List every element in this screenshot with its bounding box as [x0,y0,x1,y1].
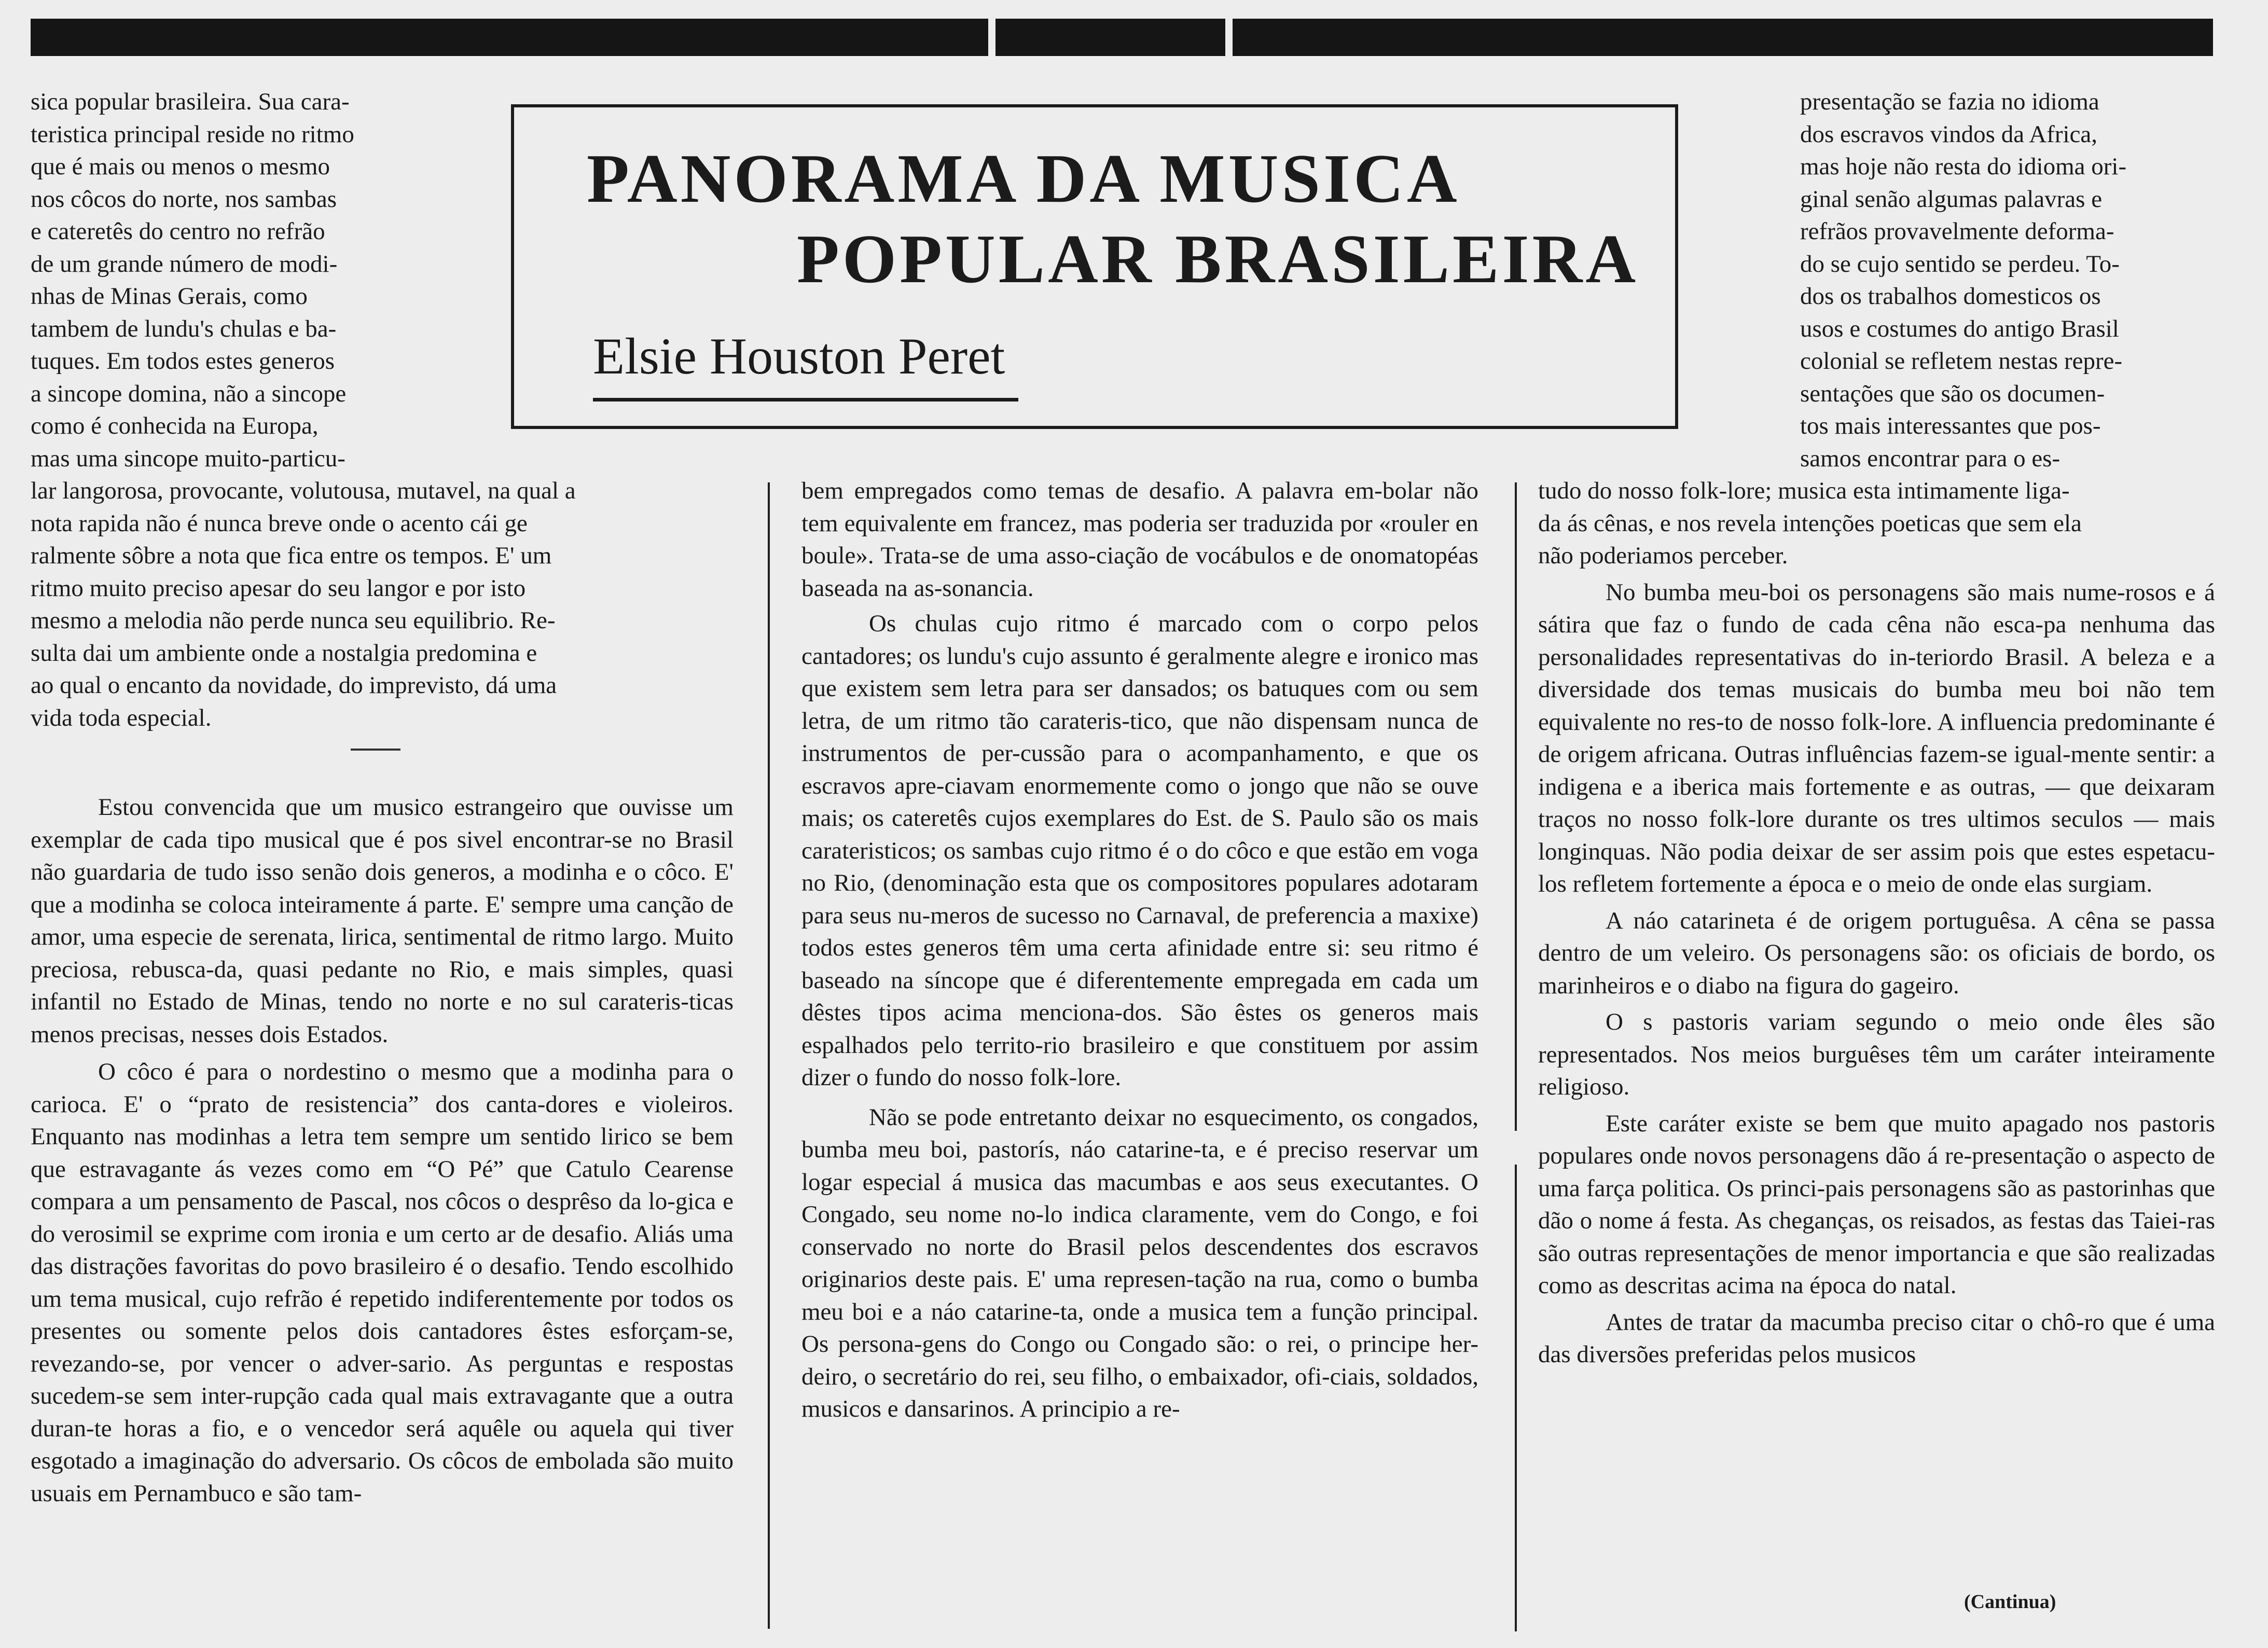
headline-line-2: POPULAR BRASILEIRA [797,220,1639,297]
continued-note: (Cantinua) [1964,1591,2056,1613]
text-line: sentações que são os documen- [1800,380,2105,407]
text-line: a sincope domina, não a sincope [31,380,347,407]
paragraph: Os chulas cujo ritmo é marcado com o corpo pelos cantadores; os lundu's cujo assunto é geralmente alegre e ironico mas que existem sem letra para ser dansados; os batuques com ou sem letra, de um ritmo tão carateris-tico, que não dispensam nunca de instrumentos de per-cussão para o acompanhamento, e que os escravos apre-ciavam enormemente como o jongo que não se ouve mais; os cateretês cujos exemplares do Est. de S. Paulo são os mais carateristicos; os sambas cujo ritmo é o do côco e que estão em voga no Rio, (denominação esta que os compositores populares adotaram para seus nu-meros de sucesso no Carnaval, de preferencia a maxixe) todos estes generos têm uma certa afinidade entre si: seu ritmo é baseado na síncope que é diferentemente empregada em cada um dêstes tipos acima menciona-dos. São êstes os generos mais espalhados pelo territo-rio brasileiro e que constituem por assim dizer o fundo do nosso folk-lore. [801,610,1478,1091]
text-line: dos escravos vindos da Africa, [1800,120,2097,148]
text-line: nos côcos do norte, nos sambas [31,185,337,213]
text-line: usos e costumes do antigo Brasil [1800,315,2119,342]
text-line: sulta dai um ambiente onde a nostalgia predomina e [31,639,537,667]
text-line: ao qual o encanto da novidade, do imprevisto, dá uma [31,672,557,699]
text-line: do se cujo sentido se perdeu. To- [1800,250,2120,278]
text-line: tudo do nosso folk-lore; musica esta intimamente liga- [1538,477,2070,504]
text-line: que é mais ou menos o mesmo [31,153,330,180]
paragraph: bem empregados como temas de desafio. A palavra em-bolar não tem equivalente em francez, mas poderia ser traduzida por «rouler en boule». Trata-se de uma asso-ciação de vocábulos e de onomatopéas baseada na as-sonancia. [801,477,1478,602]
paragraph: No bumba meu-boi os personagens são mais nume-rosos e á sátira que faz o fundo de cada cêna não esca-pa nenhuma das personalidades representativas do in-teriordo Brasil. A beleza e a diversidade dos temas musicais do bumba meu boi não tem equivalente no res-to de nosso folk-lore. A influencia predominante é de origem africana. Outras influências fazem-se igual-mente sentir: a indigena e a iberica mais fortemente e as outras, — que deixaram traços no nosso folk-lore durante os tres ultimos seculos — mais longinquas. Não podia deixar de ser assim pois que estes espetacu-los refletem fortemente a época e o meio de onde elas surgiam. [1538,578,2215,897]
text-line: vida toda especial. [31,704,212,731]
column-1-top [31,86,452,475]
text-line: não poderiamos perceber. [1538,542,1788,569]
text-line: mesmo a melodia não perde nunca seu equilibrio. Re- [31,607,556,634]
paragraph: Não se pode entretanto deixar no esquecimento, os congados, bumba meu boi, pastorís, náo catarine-ta, e é preciso reservar um logar especial á musica das macumbas e aos seus executantes. O Congado, seu nome no-lo indica claramente, vem do Congo, e foi conservado no norte do Brasil pelos descendentes dos escravos originarios deste pais. E' uma represen-tação na rua, como o bumba meu boi e a náo catarine-ta, onde a musica tem a função principal. Os persona-gens do Congo ou Congado são: o rei, o principe her-deiro, o secretário do rei, seu filho, o embaixador, ofi-ciais, soldados, musicos e dansarinos. A principio a re- [801,1103,1478,1422]
top-rule [31,19,2213,56]
column-2 [801,475,1478,1425]
column-rule [1515,482,1517,1131]
text-line: mas uma sincope muito-particu- [31,445,345,472]
text-line: ralmente sôbre a nota que fica entre os tempos. E' um [31,542,552,569]
text-line: tambem de lundu's chulas e ba- [31,315,337,342]
column-rule [1515,1165,1517,1631]
section-dash [351,749,400,751]
text-line: de um grande número de modi- [31,250,338,278]
top-rule-gap [988,19,995,56]
column-3-top [1800,86,2215,475]
text-line: samos encontrar para o es- [1800,445,2060,472]
author-byline: Elsie Houston Peret [593,327,1005,385]
text-line: tos mais interessantes que pos- [1800,412,2101,439]
paragraph: Este caráter existe se bem que muito apagado nos pastoris populares onde novos personagens dão á re-presentação o aspecto de uma farça politica. Os princi-pais personagens são as pastorinhas que dão o nome á festa. As cheganças, os reisados, as festas das Taiei-ras são outras representações de menor importancia e que são realizadas como as descritas acima na época do natal. [1538,1110,2215,1299]
text-line: dos os trabalhos domesticos os [1800,283,2101,310]
paragraph: Antes de tratar da macumba preciso citar o chô-ro que é uma das diversões preferidas pelos musicos [1538,1308,2215,1368]
byline-underline [593,398,1018,401]
text-line: nota rapida não é nunca breve onde o acento cái ge [31,509,528,537]
text-line: lar langorosa, provocante, volutousa, mutavel, na qual a [31,477,576,504]
headline-line-1: PANORAMA DA MUSICA [587,140,1460,217]
column-3-main [1538,475,2215,1371]
text-line: sica popular brasileira. Sua cara- [31,88,350,115]
paragraph: O s pastoris variam segundo o meio onde êles são representados. Nos meios burguêses têm um caráter inteiramente religioso. [1538,1008,2215,1100]
text-line: nhas de Minas Gerais, como [31,283,308,310]
text-line: refrãos provavelmente deforma- [1800,218,2114,245]
column-rule [768,482,770,1629]
text-line: ginal senão algumas palavras e [1800,185,2103,213]
column-1-main [31,475,734,1509]
text-line: mas hoje não resta do idioma ori- [1800,153,2127,180]
text-line: e cateretês do centro no refrão [31,218,325,245]
text-line: colonial se refletem nestas repre- [1800,348,2123,375]
text-line: da ás cênas, e nos revela intenções poeticas que sem ela [1538,509,2082,537]
text-line: ritmo muito preciso apesar do seu langor e por isto [31,574,526,602]
text-line: tuques. Em todos estes generos [31,348,335,375]
title-box [511,104,1678,429]
paragraph: A náo catarineta é de origem portuguêsa. A cêna se passa dentro de um veleiro. Os personagens são: os oficiais de bordo, os marinheiros e o diabo na figura do gageiro. [1538,907,2215,999]
text-line: presentação se fazia no idioma [1800,88,2099,115]
paragraph: Estou convencida que um musico estrangeiro que ouvisse um exemplar de cada tipo musical que é pos sivel encontrar-se no Brasil não guardaria de tudo isso senão dois generos, a modinha e o côco. E' que a modinha se coloca inteiramente á parte. E' sempre uma canção de amor, uma especie de serenata, lirica, sentimental de ritmo largo. Muito preciosa, rebusca-da, quasi pedante no Rio, e mais simples, quasi infantil no Estado de Minas, tendo no norte e no sul carateris-ticas menos precisas, nesses dois Estados. [31,794,734,1048]
text-line: teristica principal reside no ritmo [31,120,354,148]
top-rule-gap [1225,19,1233,56]
text-line: como é conhecida na Europa, [31,412,319,439]
paragraph: O côco é para o nordestino o mesmo que a modinha para o carioca. E' o “prato de resistencia” dos canta-dores e violeiros. Enquanto nas modinhas a letra tem sempre um sentido lirico se bem que estravagante ás vezes como em “O Pé” que Catulo Cearense compara a um pensamento de Pascal, nos côcos o desprêso da lo-gica e do verosimil se exprime com ironia e um certo ar de desafio. Aliás uma das distrações favoritas do povo brasileiro é o desafio. Tendo escolhido um tema musical, cujo refrão é repetido indiferentemente por todos os presentes ou somente pelos dois cantadores êstes esforçam-se, revezando-se, por vencer o adver-sario. As perguntas e respostas sucedem-se sem inter-rupção cada qual mais extravagante que a outra duran-te horas a fio, e o vencedor será aquêle ou aquela qui tiver esgotado a imaginação do adversario. Os côcos de embolada são muito usuais em Pernambuco e são tam- [31,1058,734,1507]
